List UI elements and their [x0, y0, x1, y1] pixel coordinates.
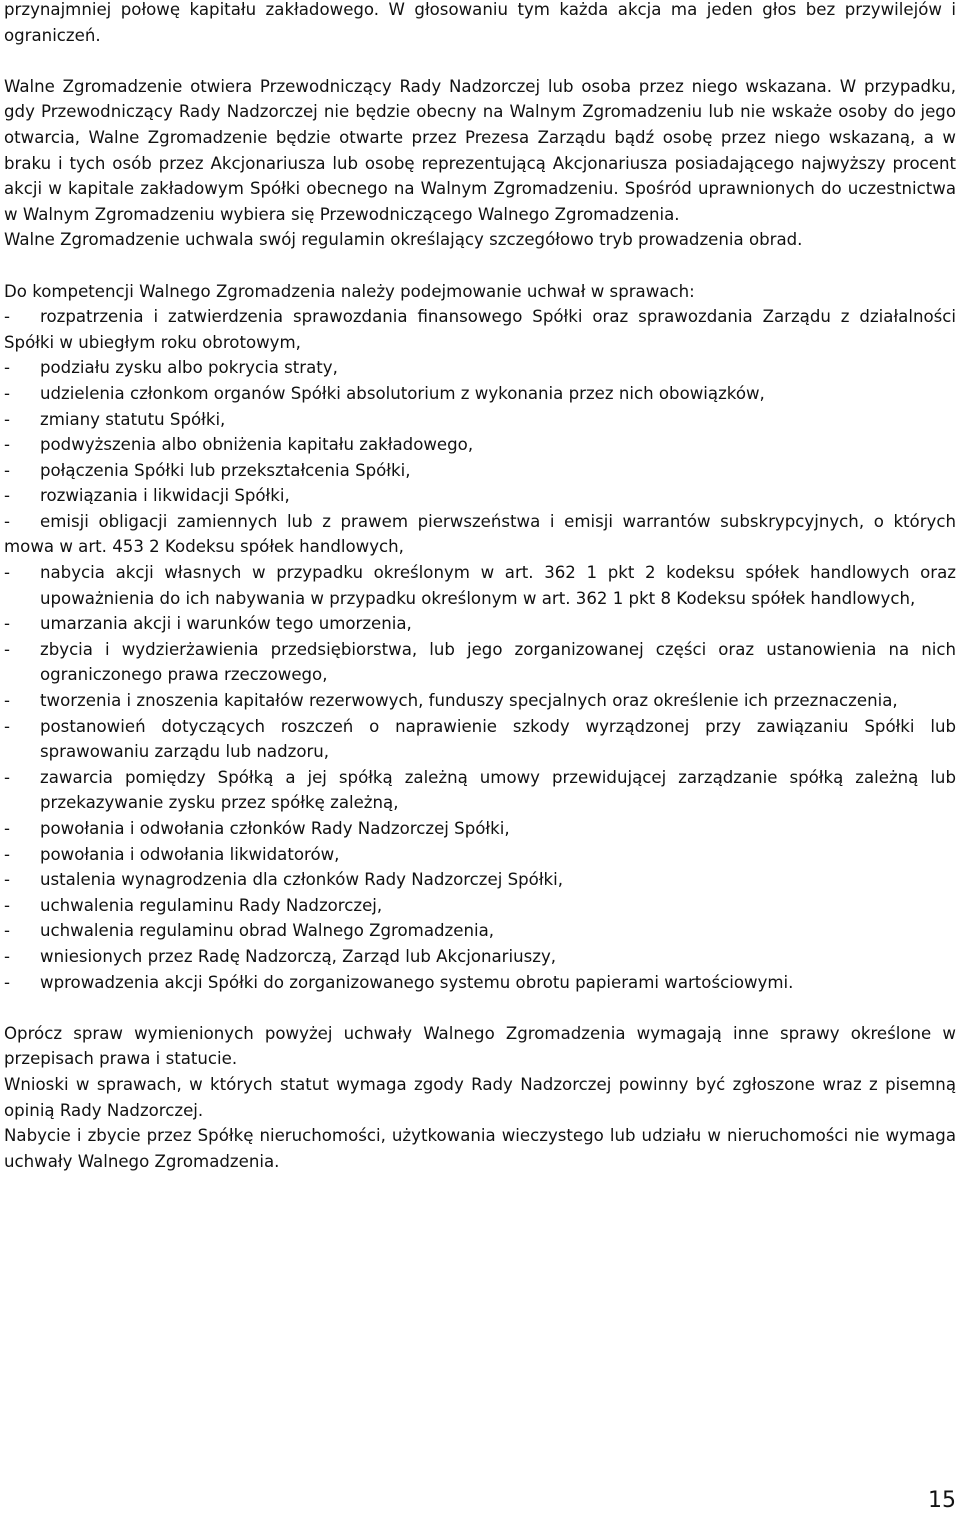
- list-dash: -: [4, 307, 10, 327]
- paragraph-opening: Walne Zgromadzenie otwiera Przewodniczący Rady Nadzorczej lub osoba przez niego wskazana. W przypadku, gdy Przewodniczący Rady Nadzorczej nie będzie obecny na Walnym Zgromadzeniu lub nie wskaże osoby do jego otwarcia, Walne Zgromadzenie będzie otwarte przez Prezesa Zarządu bądź osobę przez niego wskazaną, a w braku i tych osób przez Akcjonariusza lub osobę reprezentującą Akcjonariusza posiadającego najwyższy procent akcji w kapitale zakładowym Spółki obecnego na Walnym Zgromadzeniu. Spośród uprawnionych do uczestnictwa w Walnym Zgromadzeniu wybiera się Przewodniczącego Walnego Zgromadzenia.: [4, 76, 956, 224]
- list-item-text: zbycia i wydzierżawienia przedsiębiorstwa, lub jego zorganizowanej części oraz ustanowienia na nich ograniczonego prawa rzeczowego,: [40, 639, 956, 685]
- list-item: [4, 381, 956, 407]
- list-item-text: nabycia akcji własnych w przypadku określonym w art. 362 1 pkt 2 kodeksu spółek handlowych oraz upoważnienia do ich nabywania w przypadku określonym w art. 362 1 pkt 8 Kodeksu spółek handlowych,: [40, 563, 956, 608]
- list-item: [4, 304, 956, 355]
- list-item-text: podziału zysku albo pokrycia straty,: [40, 358, 338, 378]
- list-item-text: emisji obligacji zamiennych lub z prawem pierwszeństwa i emisji warrantów subskrypcyjnych, o których mowa w art. 453 2 Kodeksu spółek handlowych,: [4, 511, 956, 557]
- paragraph-vote: przynajmniej połowę kapitału zakładowego. W głosowaniu tym każda akcja ma jeden głos bez przywilejów i ograniczeń.: [4, 0, 956, 45]
- paragraph-regulations: Walne Zgromadzenie uchwala swój regulamin określający szczegółowo tryb prowadzenia obrad.: [4, 230, 803, 250]
- list-dash: -: [4, 946, 10, 966]
- list-dash: -: [4, 972, 10, 992]
- list-item: [4, 611, 956, 637]
- list-item: [4, 432, 956, 458]
- document-page: [4, 0, 956, 1174]
- competences-intro: Do kompetencji Walnego Zgromadzenia należy podejmowanie uchwał w sprawach:: [4, 281, 695, 301]
- list-item-text: postanowień dotyczących roszczeń o naprawienie szkody wyrządzonej przy zawiązaniu Spółki lub sprawowaniu zarządu lub nadzoru,: [40, 716, 956, 762]
- paragraph-other-matters: Oprócz spraw wymienionych powyżej uchwały Walnego Zgromadzenia wymagają inne sprawy określone w przepisach prawa i statucie.: [4, 1023, 956, 1069]
- list-item-text: zawarcia pomiędzy Spółką a jej spółką zależną umowy przewidującej zarządzanie spółką zależną lub przekazywanie zysku przez spółkę zależną,: [40, 767, 956, 813]
- list-item-text: podwyższenia albo obniżenia kapitału zakładowego,: [40, 435, 474, 455]
- list-dash: -: [4, 460, 10, 480]
- list-dash: -: [4, 639, 10, 659]
- list-item: [4, 560, 956, 611]
- list-dash: -: [4, 409, 10, 429]
- list-dash: -: [4, 819, 10, 838]
- list-item: [4, 407, 956, 433]
- list-item: [4, 483, 956, 509]
- list-item: [4, 816, 956, 842]
- list-item: [4, 458, 956, 484]
- paragraph-gap: [4, 48, 956, 74]
- list-item: [4, 637, 956, 688]
- list-dash: -: [4, 511, 10, 531]
- list-dash: -: [4, 844, 10, 864]
- list-item-text: zmiany statutu Spółki,: [40, 409, 226, 429]
- list-item: [4, 893, 956, 919]
- list-dash: -: [4, 870, 10, 890]
- competences-list: [4, 304, 956, 995]
- list-dash: -: [4, 921, 10, 941]
- list-item-text: wprowadzenia akcji Spółki do zorganizowanego systemu obrotu papierami wartościowymi.: [40, 972, 794, 992]
- list-dash: -: [4, 767, 10, 787]
- list-dash: -: [4, 435, 10, 455]
- list-item: [4, 970, 956, 996]
- page-number: 15: [928, 1488, 956, 1513]
- paragraph-gap: [4, 253, 956, 279]
- paragraph-motions: Wnioski w sprawach, w których statut wymaga zgody Rady Nadzorczej powinny być zgłoszone wraz z pisemną opinią Rady Nadzorczej.: [4, 1074, 956, 1120]
- list-dash: -: [4, 486, 10, 506]
- list-item: [4, 944, 956, 970]
- list-item-text: rozpatrzenia i zatwierdzenia sprawozdania finansowego Spółki oraz sprawozdania Zarządu z działalności Spółki w ubiegłym roku obrotowym,: [4, 307, 956, 352]
- list-item-text: połączenia Spółki lub przekształcenia Spółki,: [40, 460, 411, 480]
- list-item-text: rozwiązania i likwidacji Spółki,: [40, 486, 290, 506]
- list-item: [4, 765, 956, 816]
- list-item: [4, 918, 956, 944]
- list-item: [4, 842, 956, 868]
- list-item-text: uchwalenia regulaminu Rady Nadzorczej,: [40, 895, 383, 915]
- list-dash: -: [4, 383, 10, 403]
- list-item-text: powołania i odwołania likwidatorów,: [40, 844, 340, 864]
- list-item-text: umarzania akcji i warunków tego umorzenia,: [40, 614, 412, 634]
- list-item-text: wniesionych przez Radę Nadzorczą, Zarząd lub Akcjonariuszy,: [40, 946, 557, 966]
- list-item-text: tworzenia i znoszenia kapitałów rezerwowych, funduszy specjalnych oraz określenie ich przeznaczenia,: [40, 691, 898, 711]
- list-dash: -: [4, 895, 10, 915]
- list-dash: -: [4, 691, 10, 711]
- list-item-text: uchwalenia regulaminu obrad Walnego Zgromadzenia,: [40, 921, 495, 941]
- list-dash: -: [4, 716, 10, 736]
- paragraph-gap: [4, 995, 956, 1021]
- list-dash: -: [4, 563, 10, 583]
- list-item-text: powołania i odwołania członków Rady Nadzorczej Spółki,: [40, 819, 510, 838]
- list-item: [4, 509, 956, 560]
- list-item: [4, 355, 956, 381]
- list-item: [4, 688, 956, 714]
- list-item: [4, 867, 956, 893]
- list-item: [4, 714, 956, 765]
- list-item-text: ustalenia wynagrodzenia dla członków Rady Nadzorczej Spółki,: [40, 870, 564, 890]
- list-dash: -: [4, 614, 10, 634]
- paragraph-real-estate: Nabycie i zbycie przez Spółkę nieruchomości, użytkowania wieczystego lub udziału w nieruchomości nie wymaga uchwały Walnego Zgromadzenia.: [4, 1126, 956, 1171]
- list-item-text: udzielenia członkom organów Spółki absolutorium z wykonania przez nich obowiązków,: [40, 383, 765, 403]
- list-dash: -: [4, 358, 10, 378]
